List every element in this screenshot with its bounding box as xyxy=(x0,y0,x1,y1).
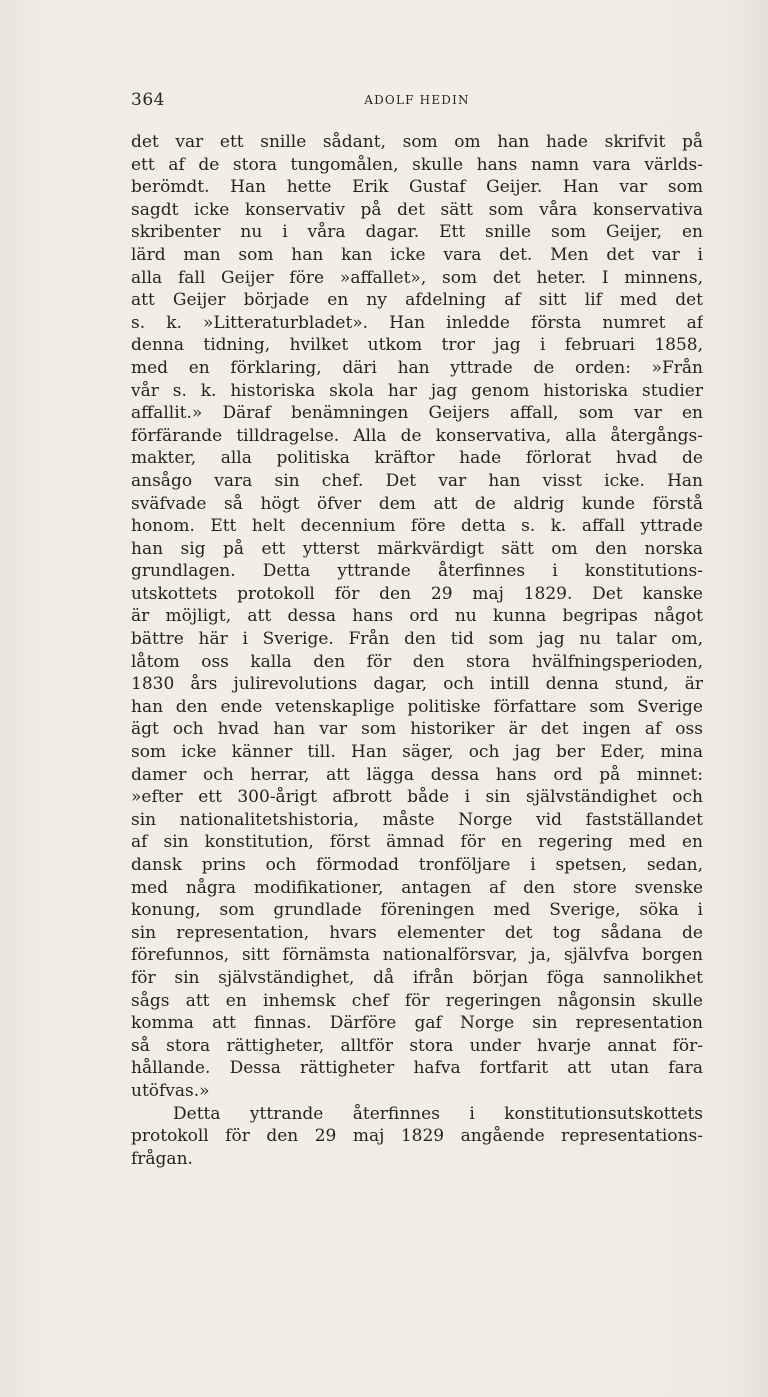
text-line: makter, alla politiska kräftor hade förlorat hvad de xyxy=(131,448,703,469)
text-line: »efter ett 300-årigt afbrott både i sin självständighet och xyxy=(131,787,703,808)
text-line: ett af de stora tungomålen, skulle hans namn vara världs- xyxy=(131,154,703,175)
text-line: förefunnos, sitt förnämsta nationalförsvar, ja, självfva borgen xyxy=(131,945,703,966)
text-line: Detta yttrande återfinnes i konstitutionsutskottets xyxy=(173,1103,703,1124)
text-line: sväfvade så högt öfver dem att de aldrig kunde förstå xyxy=(131,493,703,514)
text-line: så stora rättigheter, alltför stora under hvarje annat för- xyxy=(131,1035,703,1056)
text-line: är möjligt, att dessa hans ord nu kunna begripas något xyxy=(131,606,703,627)
text-line: utöfvas.» xyxy=(131,1080,210,1101)
text-line: att Geijer började en ny afdelning af sitt lif med det xyxy=(131,290,703,311)
text-line: dansk prins och förmodad tronföljare i spetsen, sedan, xyxy=(131,855,703,875)
text-line: han den ende vetenskaplige politiske författare som Sverige xyxy=(131,696,703,717)
text-line: protokoll för den 29 maj 1829 angående representations- xyxy=(131,1126,703,1147)
text-line: konung, som grundlade föreningen med Sverige, söka i xyxy=(131,900,703,921)
text-line: sin nationalitetshistoria, måste Norge vid fastställandet xyxy=(131,809,703,830)
text-line: utskottets protokoll för den 29 maj 1829. Det kanske xyxy=(131,583,703,604)
text-line: af sin konstitution, först ämnad för en regering med en xyxy=(131,832,703,853)
text-line: s. k. »Litteraturbladet». Han inledde första numret af xyxy=(131,312,703,333)
paragraph-2 xyxy=(131,1103,703,1171)
text-line: för sin självständighet, då ifrån början föga sannolikhet xyxy=(131,967,703,988)
text-line: sin representation, hvars elementer det tog sådana de xyxy=(131,922,703,943)
text-line: denna tidning, hvilket utkom tror jag i februari 1858, xyxy=(131,335,703,356)
text-line: honom. Ett helt decennium före detta s. k. affall yttrade xyxy=(131,516,703,537)
text-line: han sig på ett ytterst märkvärdigt sätt om den norska xyxy=(131,538,703,559)
text-line: skribenter nu i våra dagar. Ett snille som Geijer, en xyxy=(131,222,703,243)
text-line: det var ett snille sådant, som om han hade skrifvit på xyxy=(131,132,703,152)
text-line: förfärande tilldragelse. Alla de konservativa, alla återgångs- xyxy=(131,425,703,446)
text-line: komma att finnas. Därföre gaf Norge sin representation xyxy=(131,1013,703,1034)
text-line: lärd man som han kan icke vara det. Men det var i xyxy=(131,244,703,265)
text-line: med en förklaring, däri han yttrade de orden: »Från xyxy=(131,357,703,378)
text-line: sågs att en inhemsk chef för regeringen någonsin skulle xyxy=(131,990,703,1011)
text-line: med några modifikationer, antagen af den store svenske xyxy=(131,877,703,898)
page-header xyxy=(131,90,703,112)
text-line: ägt och hvad han var som historiker är det ingen af oss xyxy=(131,719,703,740)
text-line: 1830 års julirevolutions dagar, och intill denna stund, är xyxy=(131,674,703,695)
text-line: berömdt. Han hette Erik Gustaf Geijer. Han var som xyxy=(131,177,703,198)
text-line: bättre här i Sverige. Från den tid som jag nu talar om, xyxy=(131,629,703,650)
text-line: vår s. k. historiska skola har jag genom historiska studier xyxy=(131,380,703,401)
text-line: som icke känner till. Han säger, och jag ber Eder, mina xyxy=(131,742,703,763)
text-line: grundlagen. Detta yttrande återfinnes i konstitutions- xyxy=(131,561,703,582)
text-line: sagdt icke konservativ på det sätt som våra konservativa xyxy=(131,199,703,220)
text-line: damer och herrar, att lägga dessa hans ord på minnet: xyxy=(131,764,703,785)
text-line: hållande. Dessa rättigheter hafva fortfarit att utan fara xyxy=(131,1058,703,1079)
running-head: ADOLF HEDIN xyxy=(364,93,470,107)
text-line: affallit.» Däraf benämningen Geijers affall, som var en xyxy=(131,403,703,424)
body-text xyxy=(131,131,703,1170)
text-line: alla fall Geijer före »affallet», som det heter. I minnens, xyxy=(131,267,703,288)
paragraph-1 xyxy=(131,131,703,1103)
page-number: 364 xyxy=(131,90,165,110)
text-line: frågan. xyxy=(131,1148,193,1169)
text-line: ansågo vara sin chef. Det var han visst icke. Han xyxy=(131,470,703,491)
text-line: låtom oss kalla den för den stora hvälfningsperioden, xyxy=(131,651,703,672)
